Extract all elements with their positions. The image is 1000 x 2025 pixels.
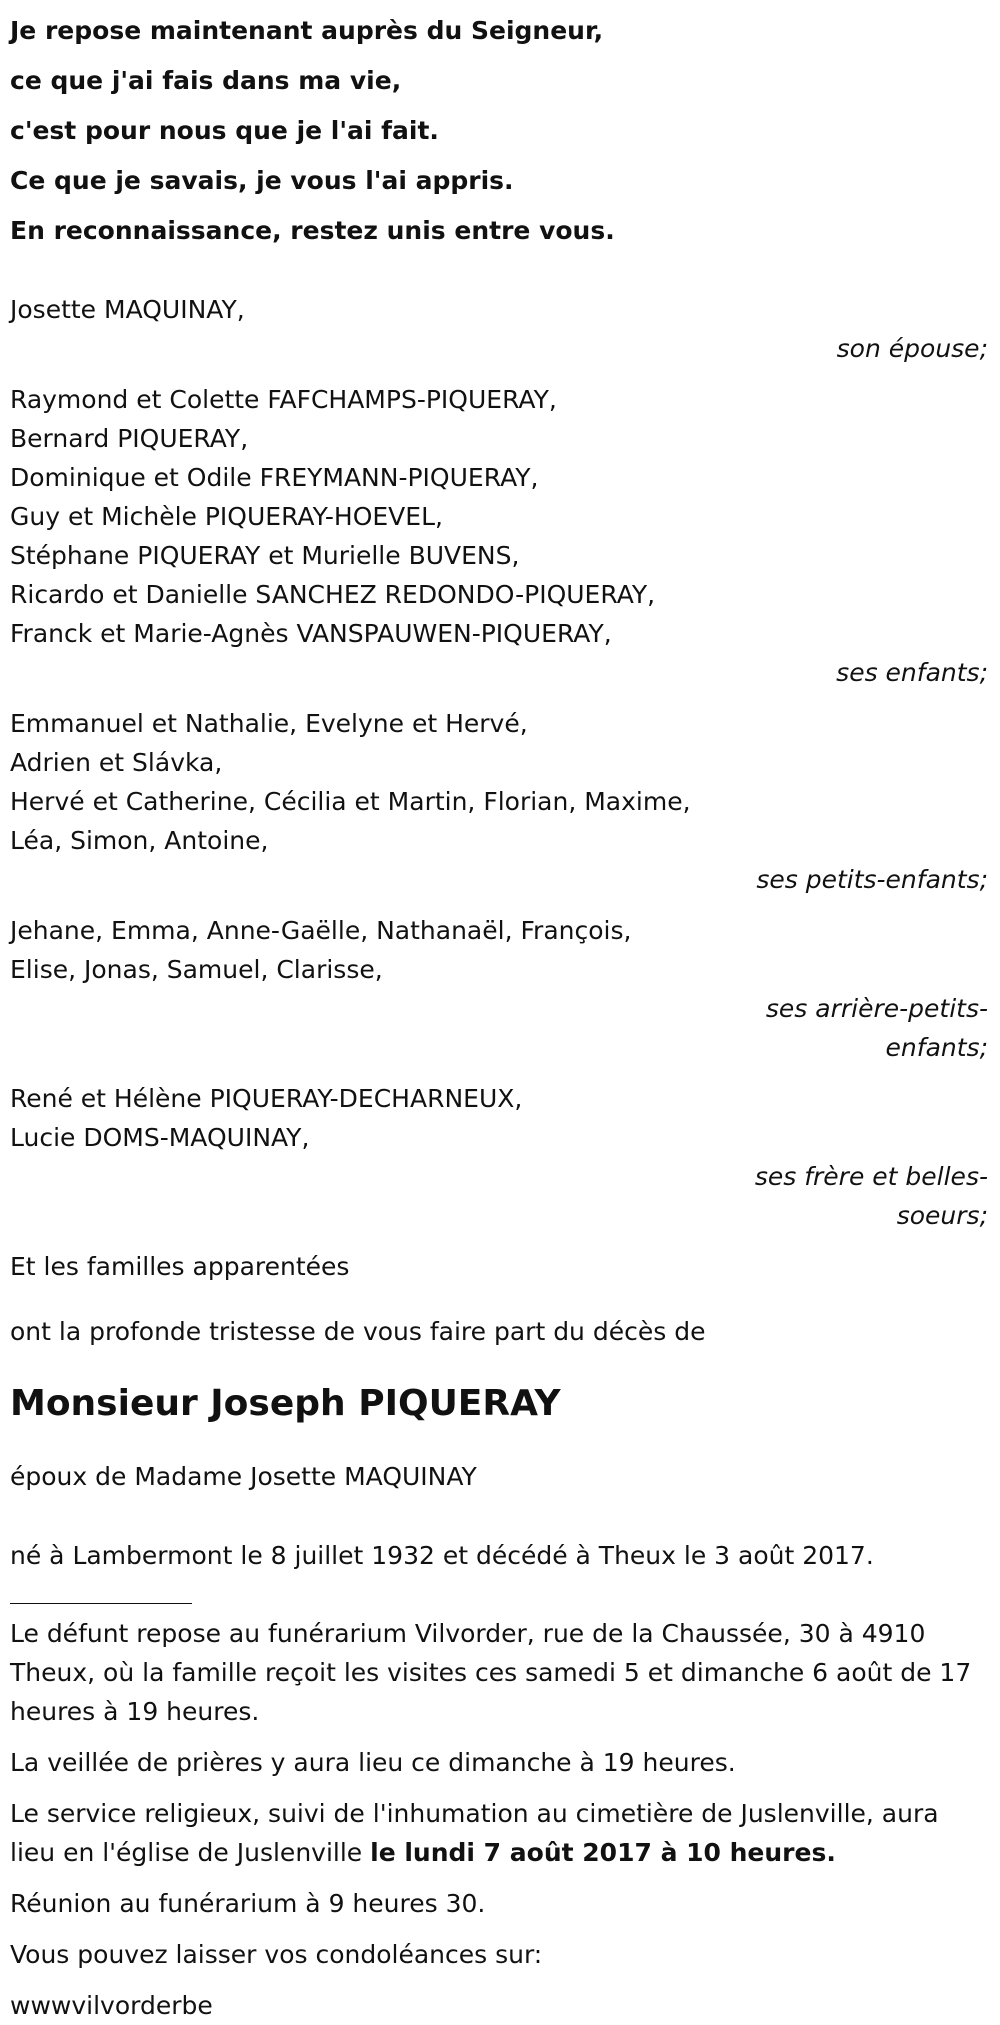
family-name: Adrien et Slávka, [10,748,223,777]
family-siblings [10,1079,990,1235]
family-name: Dominique et Odile FREYMANN-PIQUERAY, [10,463,539,492]
poem-line: Ce que je savais, je vous l'ai appris. [10,166,514,195]
relation-label: ses arrière-petits- [765,994,988,1023]
birth-death-line: né à Lambermont le 8 juillet 1932 et décédé à Theux le 3 août 2017. [10,1541,874,1570]
notice-vigil: La veillée de prières y aura lieu ce dimanche à 19 heures. [10,1748,736,1777]
family-name: Raymond et Colette FAFCHAMPS-PIQUERAY, [10,385,557,414]
funeral-notice [10,1614,990,2025]
spouse-line: époux de Madame Josette MAQUINAY [10,1462,477,1491]
divider-line [10,1587,192,1604]
family-spouse [10,290,990,368]
notice-condolences: Vous pouvez laisser vos condoléances sur: [10,1940,543,1969]
family-grandchildren [10,704,990,899]
family-name: Stéphane PIQUERAY et Murielle BUVENS, [10,541,520,570]
families-line: Et les familles apparentées [10,1252,350,1281]
family-name: Bernard PIQUERAY, [10,424,249,453]
family-name: Franck et Marie-Agnès VANSPAUWEN-PIQUERAY, [10,619,612,648]
family-name: Hervé et Catherine, Cécilia et Martin, Florian, Maxime, [10,787,691,816]
family-name: Lucie DOMS-MAQUINAY, [10,1123,310,1152]
family-name: Jehane, Emma, Anne-Gaëlle, Nathanaël, François, [10,916,632,945]
relation-label: son épouse; [836,334,988,363]
relation-label: ses frère et belles- [754,1162,988,1191]
relation-label: ses enfants; [836,658,988,687]
notice-rest: Le défunt repose au funérarium Vilvorder, rue de la Chaussée, 30 à 4910 Theux, où la famille reçoit les visites ces samedi 5 et dimanche 6 août de 17 heures à 19 heures. [10,1619,972,1726]
announcement: ont la profonde tristesse de vous faire part du décès de [10,1317,706,1346]
family-name: Ricardo et Danielle SANCHEZ REDONDO-PIQUERAY, [10,580,656,609]
family-children [10,380,990,692]
poem-line: Je repose maintenant auprès du Seigneur, [10,16,604,45]
notice-service [10,1794,990,1872]
family-name: Emmanuel et Nathalie, Evelyne et Hervé, [10,709,528,738]
relation-label: ses petits-enfants; [756,865,988,894]
family-great-grandchildren [10,911,990,1067]
family-name: Elise, Jonas, Samuel, Clarisse, [10,955,383,984]
website-link[interactable]: wwwvilvorderbe [10,1991,213,2020]
deceased-name: Monsieur Joseph PIQUERAY [10,1383,561,1424]
relation-label: enfants; [885,1033,988,1062]
poem-line: ce que j'ai fais dans ma vie, [10,66,402,95]
poem-line: c'est pour nous que je l'ai fait. [10,116,439,145]
family-name: Josette MAQUINAY, [10,295,245,324]
family-name: Léa, Simon, Antoine, [10,826,269,855]
service-date: le lundi 7 août 2017 à 10 heures. [370,1838,836,1867]
notice-meeting: Réunion au funérarium à 9 heures 30. [10,1889,486,1918]
relation-label: soeurs; [896,1201,988,1230]
poem-line: En reconnaissance, restez unis entre vous. [10,216,615,245]
family-name: Guy et Michèle PIQUERAY-HOEVEL, [10,502,443,531]
service-text: Le service religieux, suivi de l'inhumation au cimetière de Juslenville, aura lieu en l'église de Juslenville [10,1799,939,1867]
family-name: René et Hélène PIQUERAY-DECHARNEUX, [10,1084,523,1113]
poem [10,0,990,256]
